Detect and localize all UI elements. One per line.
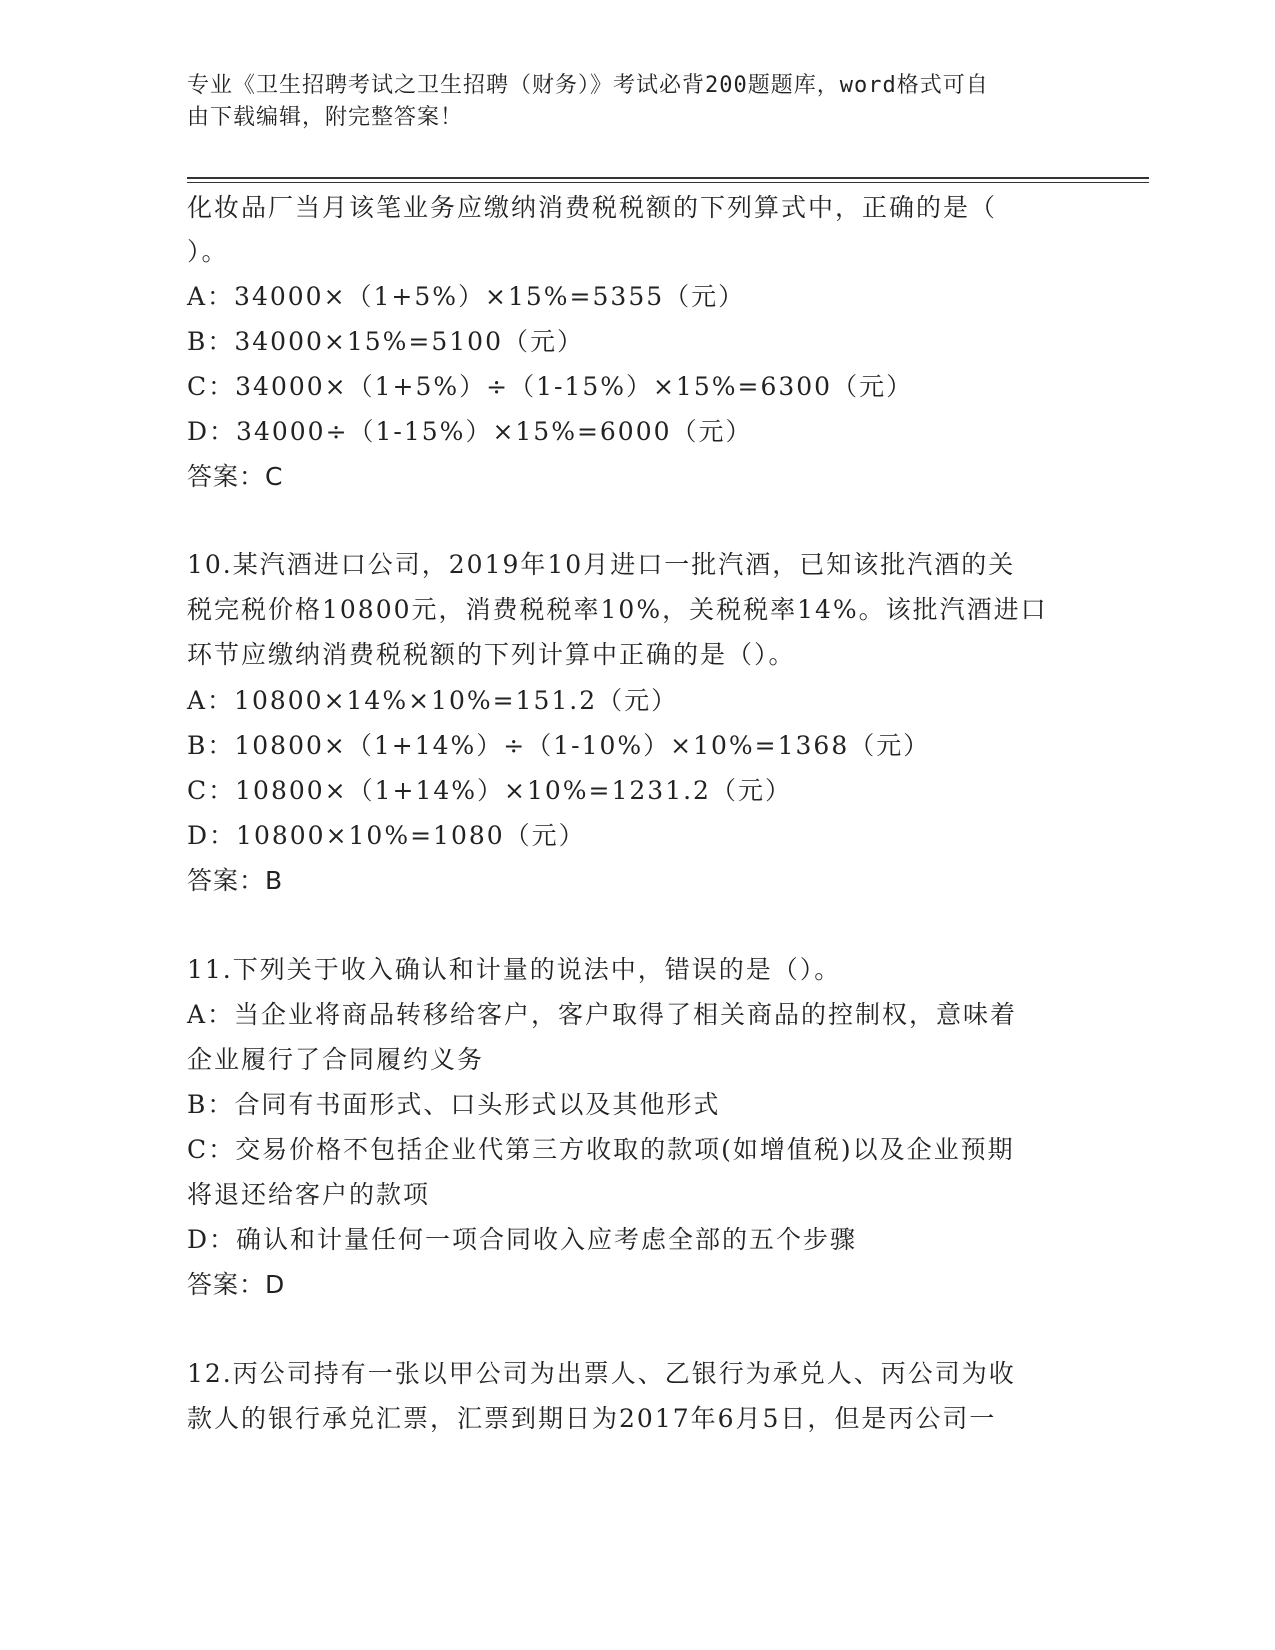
q9-stem-line-1: 化妆品厂当月该笔业务应缴纳消费税税额的下列算式中，正确的是（	[187, 193, 998, 222]
q10-option-b: B：10800×（1+14%）÷（1-10%）×10%=1368（元）	[187, 731, 931, 760]
document-header	[187, 70, 1067, 134]
q10-answer: 答案：B	[187, 866, 284, 895]
q9-option-c: C：34000×（1+5%）÷（1-15%）×15%=6300（元）	[187, 372, 914, 401]
header-divider-thick	[187, 177, 1149, 179]
header-line-1: 专业《卫生招聘考试之卫生招聘（财务）》考试必背200题题库，word格式可自	[187, 73, 989, 98]
q11-option-c-line-2: 将退还给客户的款项	[187, 1180, 431, 1209]
q9-stem-line-2: ）。	[187, 237, 229, 266]
q11-option-b: B：合同有书面形式、口头形式以及其他形式	[187, 1090, 721, 1119]
q11-option-c-line-1: C：交易价格不包括企业代第三方收取的款项(如增值税)以及企业预期	[187, 1135, 1015, 1164]
q10-option-c: C：10800×（1+14%）×10%=1231.2（元）	[187, 776, 792, 805]
q11-answer: 答案：D	[187, 1270, 286, 1299]
q12-stem-line-2: 款人的银行承兑汇票，汇票到期日为2017年6月5日，但是丙公司一	[187, 1404, 997, 1433]
q9-option-b: B：34000×15%=5100（元）	[187, 327, 584, 356]
q12-stem-line-1: 12.丙公司持有一张以甲公司为出票人、乙银行为承兑人、丙公司为收	[187, 1359, 1016, 1388]
q10-option-d: D：10800×10%=1080（元）	[187, 821, 586, 850]
q9-option-d: D：34000÷（1-15%）×15%=6000（元）	[187, 417, 753, 446]
q10-stem-line-3: 环节应缴纳消费税税额的下列计算中正确的是（）。	[187, 640, 796, 669]
q11-option-a-line-2: 企业履行了合同履约义务	[187, 1045, 485, 1074]
q10-stem-line-2: 税完税价格10800元，消费税税率10%，关税税率14%。该批汽酒进口	[187, 595, 1048, 624]
q11-stem-line-1: 11.下列关于收入确认和计量的说法中，错误的是（）。	[187, 955, 842, 984]
q10-stem-line-1: 10.某汽酒进口公司，2019年10月进口一批汽酒，已知该批汽酒的关	[187, 550, 1016, 579]
q11-option-a-line-1: A：当企业将商品转移给客户，客户取得了相关商品的控制权，意味着	[187, 1000, 1018, 1029]
q10-option-a: A：10800×14%×10%=151.2（元）	[187, 686, 679, 715]
q11-option-d: D：确认和计量任何一项合同收入应考虑全部的五个步骤	[187, 1225, 858, 1254]
header-line-2: 由下载编辑，附完整答案！	[187, 105, 464, 130]
q9-answer: 答案：C	[187, 462, 284, 491]
q9-option-a: A：34000×（1+5%）×15%=5355（元）	[187, 282, 746, 311]
header-divider-thin	[187, 182, 1149, 183]
